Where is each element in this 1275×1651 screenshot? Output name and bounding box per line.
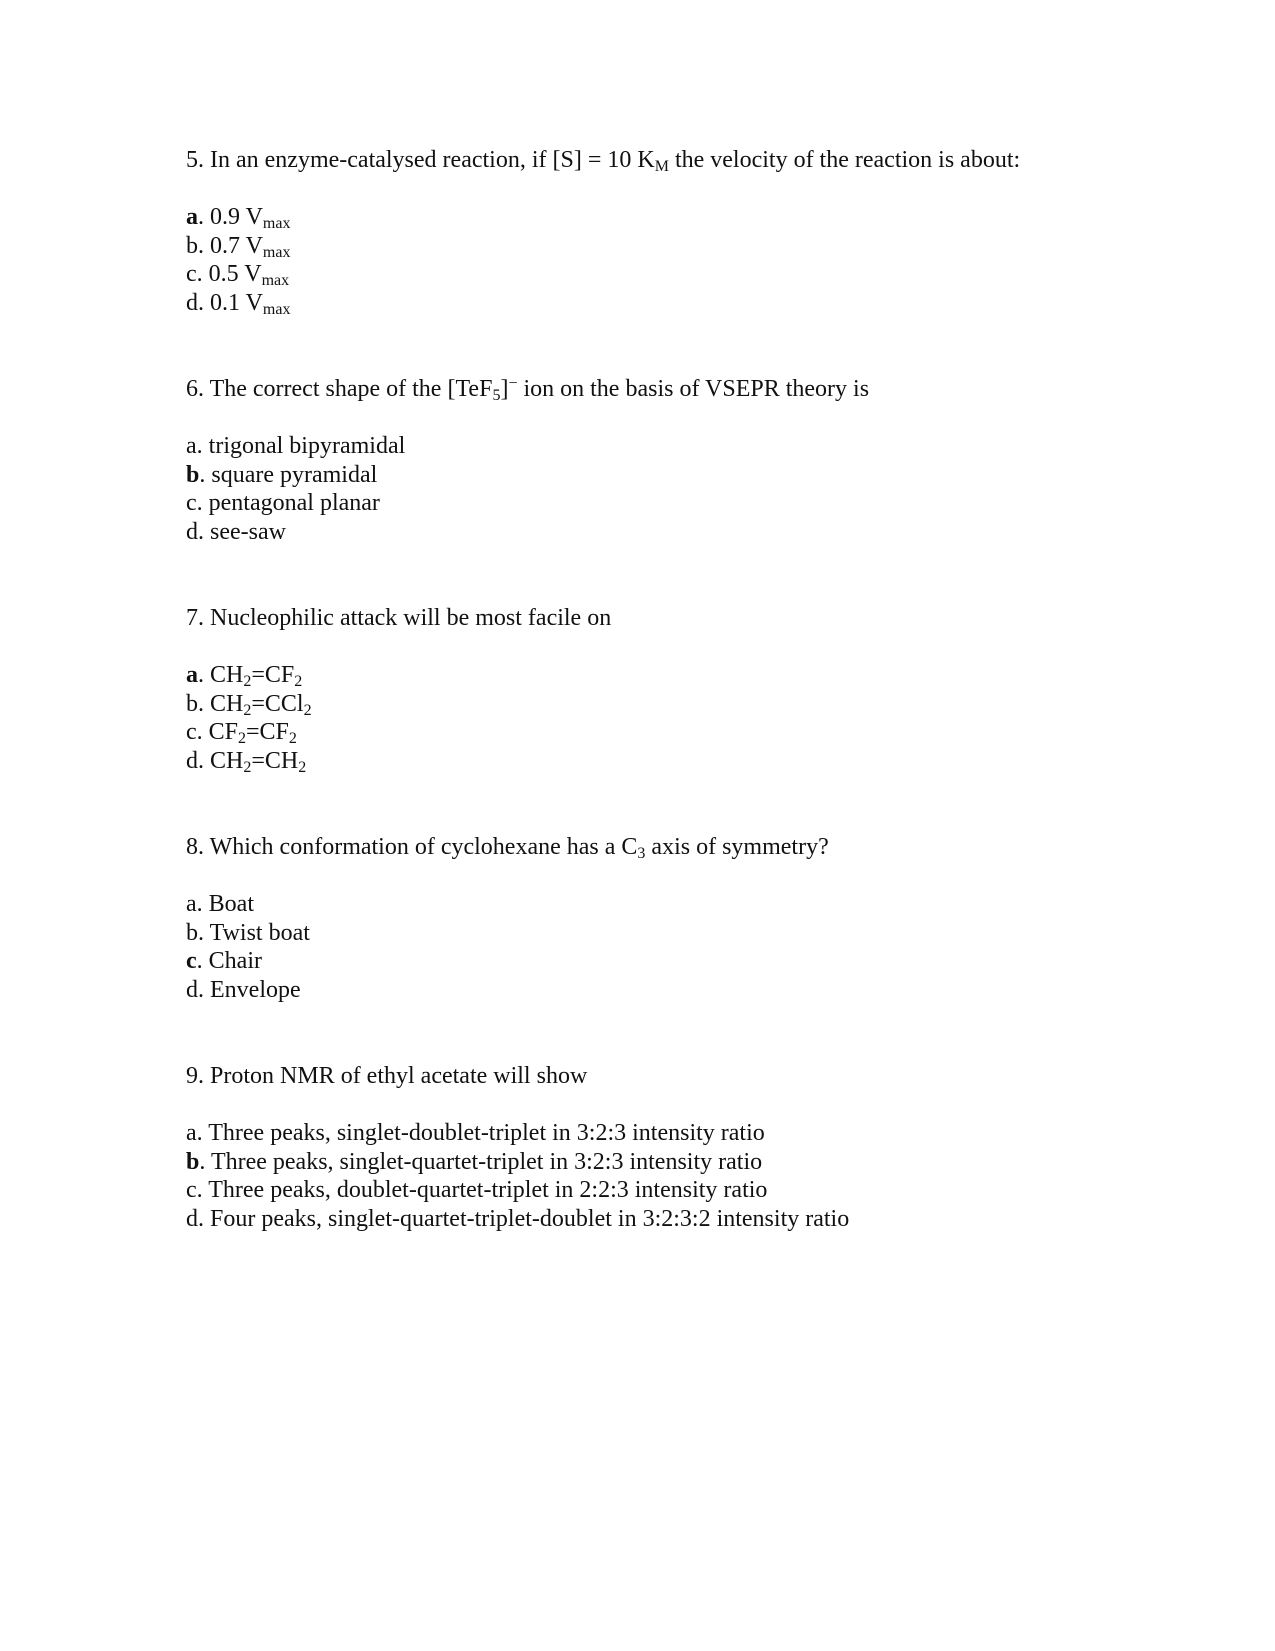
subscript: 5 [492, 387, 501, 404]
text-run: pentagonal planar [208, 490, 380, 517]
text-run: ion on the basis of VSEPR theory is [517, 376, 870, 402]
option-c: c. 0.5 $V_{max}$ [186, 261, 290, 290]
text-run: CH [210, 662, 244, 688]
option-letter: a [186, 891, 197, 917]
question-number: 7. [186, 605, 204, 631]
text-run: Which conformation of cyclohexane has a C [209, 834, 638, 860]
text-run: CH [210, 748, 244, 775]
text-run: ] [500, 376, 509, 402]
text-run: see-saw [210, 519, 286, 546]
question-text [186, 1062, 1186, 1091]
subscript: max [261, 272, 290, 290]
option-c: c. $CF_2=CF_2$ [186, 719, 297, 748]
question-text [186, 375, 1186, 404]
question-7 [186, 604, 1186, 776]
option-letter: a [186, 662, 198, 688]
text-run: square pyramidal [211, 461, 378, 488]
option-letter: d [186, 1206, 198, 1233]
subscript: 2 [243, 673, 252, 690]
question-text [186, 604, 1186, 633]
option-b: b. Twist boat [186, 919, 310, 946]
text-run: =CF [246, 719, 289, 746]
options-list [186, 661, 1186, 776]
text-run: 0.5 V [208, 261, 262, 288]
question-8 [186, 833, 1186, 1005]
question-number: 5. [186, 147, 204, 173]
subscript: max [262, 301, 291, 319]
text-run: axis of symmetry? [645, 834, 829, 860]
option-letter: d [186, 748, 198, 775]
text-run: =CF [251, 662, 295, 688]
text-run: 0.9 V [210, 204, 263, 230]
option-letter: a [186, 204, 198, 230]
text-run: Three peaks, doublet-quartet-triplet in 2:2:3 intensity ratio [208, 1177, 768, 1204]
subscript: 2 [243, 759, 252, 777]
option-a: a. 0.9 $V_{max}$ [186, 204, 291, 232]
text-run: =CCl [251, 690, 304, 717]
option-letter: b [186, 461, 200, 488]
option-letter: d [186, 977, 198, 1004]
option-letter: c [186, 948, 197, 975]
option-b: b. $CH_2=CCl_2$ [186, 690, 312, 719]
text-run: Envelope [210, 977, 301, 1004]
question-5 [186, 146, 1186, 318]
text-run: trigonal bipyramidal [208, 433, 406, 459]
option-a: a. Boat [186, 891, 254, 917]
option-d: d. Envelope [186, 977, 301, 1004]
text-run: 0.1 V [210, 290, 263, 317]
option-b: b. Three peaks, singlet-quartet-triplet in 3:2:3 intensity ratio [186, 1148, 763, 1175]
option-c: c. Chair [186, 948, 262, 975]
text-run: CH [210, 690, 244, 717]
option-a: a. Three peaks, singlet-doublet-triplet in 3:2:3 intensity ratio [186, 1120, 765, 1146]
option-d: d. see-saw [186, 519, 286, 546]
option-letter: d [186, 290, 198, 317]
superscript: − [508, 375, 518, 392]
option-letter: c [186, 1177, 197, 1204]
options-list [186, 432, 1186, 547]
subscript: 2 [298, 759, 307, 777]
question-number: 8. [186, 834, 204, 860]
option-letter: c [186, 261, 197, 288]
subscript: 2 [303, 701, 312, 719]
option-letter: b [186, 1148, 200, 1175]
option-d: d. Four peaks, singlet-quartet-triplet-doublet in 3:2:3:2 intensity ratio [186, 1206, 850, 1233]
option-d: d. $CH_2=CH_2$ [186, 748, 307, 777]
text-run: Proton NMR of ethyl acetate will show [210, 1063, 588, 1089]
text-run: the velocity of the reaction is about: [668, 147, 1021, 173]
text-run: In an enzyme-catalysed reaction, if [S] = 10 K [210, 147, 655, 173]
option-c: c. pentagonal planar [186, 490, 380, 517]
options-list [186, 890, 1186, 1005]
option-letter: a [186, 1120, 197, 1146]
question-9 [186, 1062, 1186, 1234]
text-run: Three peaks, singlet-quartet-triplet in 3:2:3 intensity ratio [210, 1148, 763, 1175]
option-letter: a [186, 433, 197, 459]
text-run: =CH [251, 748, 299, 775]
options-list [186, 1119, 1186, 1234]
option-b: b. square pyramidal [186, 461, 378, 488]
subscript: 3 [637, 845, 646, 862]
text-run: The correct shape of the [TeF [209, 376, 493, 402]
text-run: Four peaks, singlet-quartet-triplet-doublet in 3:2:3:2 intensity ratio [210, 1206, 850, 1233]
text-run: Three peaks, singlet-doublet-triplet in 3:2:3 intensity ratio [208, 1120, 765, 1146]
option-a: a. $CH_2=CF_2$ [186, 662, 303, 690]
question-text [186, 146, 1186, 175]
option-a: a. trigonal bipyramidal [186, 433, 406, 459]
option-b: b. 0.7 $V_{max}$ [186, 232, 291, 261]
text-run: Twist boat [209, 919, 310, 946]
question-number: 9. [186, 1063, 204, 1089]
option-letter: b [186, 919, 198, 946]
options-list [186, 203, 1186, 318]
subscript: M [654, 158, 669, 175]
option-letter: c [186, 490, 197, 517]
option-letter: b [186, 690, 198, 717]
subscript: 2 [288, 730, 297, 748]
subscript: 2 [294, 673, 303, 690]
option-d: d. 0.1 $V_{max}$ [186, 290, 291, 319]
option-letter: b [186, 232, 198, 259]
text-run: Boat [208, 891, 254, 917]
text-run: CF [208, 719, 239, 746]
subscript: 2 [238, 730, 247, 748]
text-run: 0.7 V [210, 232, 263, 259]
subscript: max [262, 243, 291, 261]
subscript: 2 [243, 701, 252, 719]
option-letter: c [186, 719, 197, 746]
subscript: max [262, 215, 291, 232]
question-6 [186, 375, 1186, 547]
text-run: Nucleophilic attack will be most facile on [210, 605, 612, 631]
option-c: c. Three peaks, doublet-quartet-triplet in 2:2:3 intensity ratio [186, 1177, 768, 1204]
option-letter: d [186, 519, 198, 546]
question-number: 6. [186, 376, 204, 402]
text-run: Chair [208, 948, 262, 975]
question-text [186, 833, 1186, 862]
